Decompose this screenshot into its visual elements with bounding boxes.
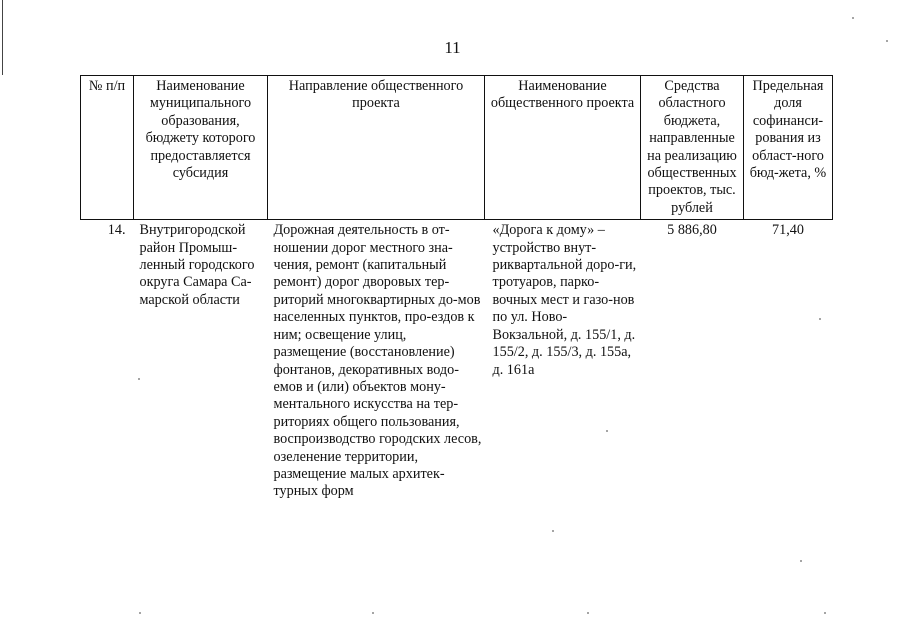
row-project-name: «Дорога к дому» – устройство внут-риквартальной доро-ги, тротуаров, парко-вочных мест и газо-нов по ул. Ново-Вокзальной, д. 155/1, д. 155/2, д. 155/3, д. 155а, д. 161а [492,222,637,378]
scan-speck [824,612,826,614]
row-cofinancing-share: 71,40 [772,222,804,239]
header-municipality: Наименование муниципального образования, бюджету которого предоставляется субсидия [134,76,268,220]
scan-speck [552,530,554,532]
scan-speck [587,612,589,614]
scan-speck [138,378,140,380]
row-number: 14. [107,222,126,239]
header-project-direction: Направление общественного проекта [268,76,485,220]
header-regional-funds: Средства областного бюджета, направленные на реализацию общественных проектов, тыс. рублей [641,76,744,220]
page-number: 11 [444,38,461,57]
header-project-name: Наименование общественного проекта [485,76,641,220]
scan-speck [886,40,888,42]
scan-speck [800,560,802,562]
header-cofinancing-share: Предельная доля софинанси-рования из област-ного бюд-жета, % [744,76,833,220]
subsidy-table [80,75,833,503]
row-project-direction: Дорожная деятельность в от-ношении дорог местного зна-чения, ремонт (капитальный ремонт) дорог дворовых тер-риторий многоквартирных до-мов населенных пунктов, про-ездов к ним; освещение улиц, размещение (восстановление) фонтанов, декоративных водо-емов и (или) объектов мону-ментального искусства на тер-риториях общего пользования, воспроизводство городских лесов, озеленение территории, размещение малых архитек-турных форм [273,222,482,500]
scan-speck [606,430,608,432]
scan-speck [819,318,821,320]
scan-speck [852,17,854,19]
header-number: № п/п [81,76,134,220]
scan-speck [139,612,141,614]
table-header-row [81,76,833,220]
table-row [81,220,833,503]
row-municipality: Внутригородской район Промыш-ленный городского округа Самара Са-марской области [139,222,255,308]
scan-speck [372,612,374,614]
row-regional-funds: 5 886,80 [667,222,717,239]
